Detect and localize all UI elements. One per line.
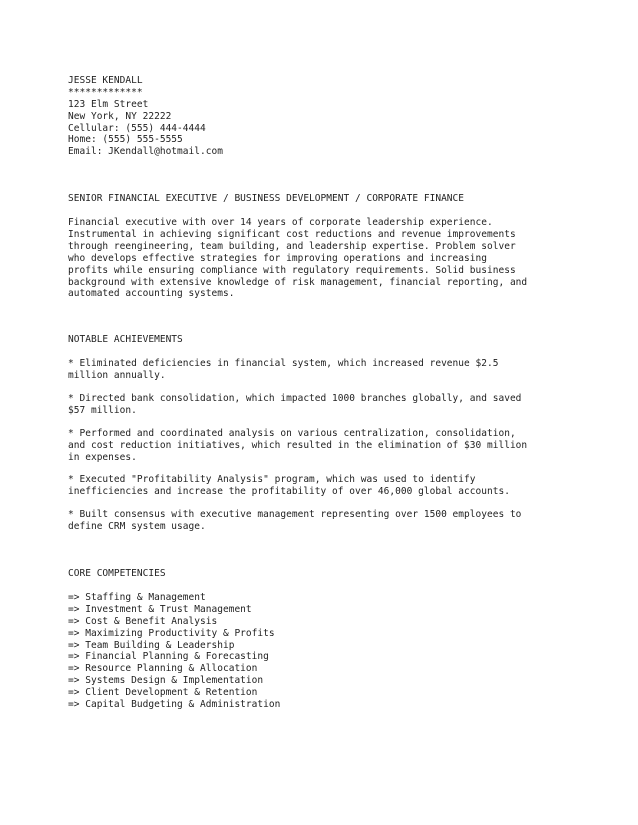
- summary-line: who develops effective strategies for improving operations and increasing: [68, 252, 487, 264]
- competency-item: => Client Development & Retention: [68, 687, 258, 699]
- competencies-heading: CORE COMPETENCIES: [68, 568, 166, 580]
- cellular-phone: Cellular: (555) 444-4444: [68, 122, 206, 134]
- achievement-line: inefficiencies and increase the profitability of over 46,000 global accounts.: [68, 486, 510, 498]
- contact-block: [68, 75, 588, 158]
- competencies-list: [68, 592, 588, 711]
- competency-item: => Cost & Benefit Analysis: [68, 615, 218, 627]
- email-address: Email: JKendall@hotmail.com: [68, 146, 223, 158]
- resume-document: [68, 75, 588, 711]
- achievement-line: * Directed bank consolidation, which impacted 1000 branches globally, and saved: [68, 393, 522, 405]
- competency-item: => Staffing & Management: [68, 591, 206, 603]
- achievement-line: * Executed "Profitability Analysis" program, which was used to identify: [68, 474, 476, 486]
- achievement-item: [68, 474, 588, 498]
- achievement-line: * Built consensus with executive management representing over 1500 employees to: [68, 509, 522, 521]
- competency-item: => Capital Budgeting & Administration: [68, 698, 281, 710]
- achievement-line: million annually.: [68, 370, 166, 382]
- achievement-line: * Eliminated deficiencies in financial system, which increased revenue $2.5: [68, 358, 499, 370]
- summary-line: through reengineering, team building, and leadership expertise. Problem solver: [68, 240, 516, 252]
- achievement-item: [68, 428, 588, 464]
- achievement-line: and cost reduction initiatives, which resulted in the elimination of $30 million: [68, 439, 528, 451]
- achievements-list: [68, 358, 588, 533]
- home-phone: Home: (555) 555-5555: [68, 134, 183, 146]
- competency-item: => Team Building & Leadership: [68, 639, 235, 651]
- achievement-item: [68, 393, 588, 417]
- summary-line: automated accounting systems.: [68, 288, 235, 300]
- achievement-item: [68, 509, 588, 533]
- street-address: 123 Elm Street: [68, 98, 149, 110]
- achievements-heading: NOTABLE ACHIEVEMENTS: [68, 334, 183, 346]
- candidate-name: JESSE KENDALL: [68, 75, 143, 86]
- summary-line: profits while ensuring compliance with regulatory requirements. Solid business: [68, 264, 516, 276]
- achievement-line: $57 million.: [68, 404, 137, 416]
- competency-item: => Systems Design & Implementation: [68, 675, 264, 687]
- achievement-item: [68, 358, 588, 382]
- achievement-line: in expenses.: [68, 451, 137, 463]
- headline: SENIOR FINANCIAL EXECUTIVE / BUSINESS DEVELOPMENT / CORPORATE FINANCE: [68, 193, 465, 205]
- name-underline-stars: *************: [68, 86, 143, 98]
- summary-line: Financial executive with over 14 years of corporate leadership experience.: [68, 217, 493, 229]
- summary-line: background with extensive knowledge of risk management, financial reporting, and: [68, 276, 528, 288]
- summary-paragraph: [68, 217, 588, 300]
- competency-item: => Financial Planning & Forecasting: [68, 651, 269, 663]
- summary-line: Instrumental in achieving significant cost reductions and revenue improvements: [68, 229, 516, 241]
- achievement-line: * Performed and coordinated analysis on various centralization, consolidation,: [68, 427, 516, 439]
- competency-item: => Maximizing Productivity & Profits: [68, 627, 275, 639]
- competency-item: => Investment & Trust Management: [68, 603, 252, 615]
- achievement-line: define CRM system usage.: [68, 521, 206, 533]
- city-state-zip: New York, NY 22222: [68, 110, 172, 122]
- competency-item: => Resource Planning & Allocation: [68, 663, 258, 675]
